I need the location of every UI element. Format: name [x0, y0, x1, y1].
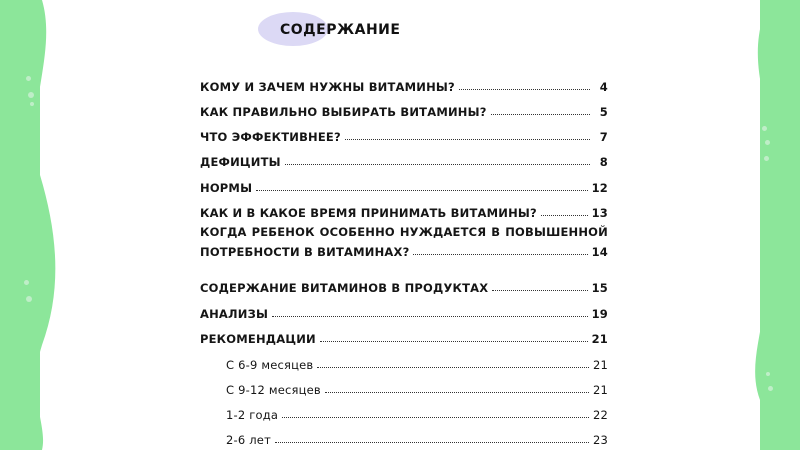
toc-entry-label: РЕКОМЕНДАЦИИ: [200, 332, 316, 346]
toc-page-number: 21: [592, 358, 608, 372]
leader-dots: [275, 441, 589, 443]
toc-subentry: [226, 427, 608, 447]
toc-entry-multiline: [200, 225, 608, 259]
toc-page-number: 4: [599, 80, 608, 94]
toc-entry-line1: [200, 225, 608, 239]
toc-page-number: 7: [599, 130, 608, 144]
toc-entry-label: КАК И В КАКОЕ ВРЕМЯ ПРИНИМАТЬ ВИТАМИНЫ?: [200, 206, 537, 220]
leader-dots: [413, 253, 587, 255]
toc-entry-label: ЧТО ЭФФЕКТИВНЕЕ?: [200, 130, 341, 144]
toc-entry: [200, 124, 608, 144]
toc-entry-label: КОМУ И ЗАЧЕМ НУЖНЫ ВИТАМИНЫ?: [200, 80, 455, 94]
leader-dots: [256, 189, 587, 191]
toc-subentry-label: С 6-9 месяцев: [226, 358, 314, 372]
decor-dot: [26, 76, 31, 81]
toc-page-number: 23: [592, 433, 608, 447]
decor-dot: [24, 280, 29, 285]
toc-page-number: 21: [592, 383, 608, 397]
toc-entry-label: СОДЕРЖАНИЕ ВИТАМИНОВ В ПРОДУКТАХ: [200, 281, 489, 295]
decor-dot: [762, 126, 767, 131]
toc-page-number: 12: [591, 181, 608, 195]
leader-dots: [285, 163, 590, 165]
toc-page-number: 22: [592, 408, 608, 422]
toc-entry-label: ДЕФИЦИТЫ: [200, 155, 281, 169]
leader-dots: [459, 88, 590, 90]
toc-page-number: 13: [591, 206, 608, 220]
toc-page-number: 19: [591, 307, 608, 321]
toc-subentry-label: С 9-12 месяцев: [226, 383, 321, 397]
toc-page-number: 15: [591, 281, 608, 295]
toc-word: РЕБЕНОК: [251, 225, 315, 239]
leader-dots: [320, 340, 588, 342]
toc-page-number: 5: [599, 105, 608, 119]
toc-entry: [200, 74, 608, 94]
toc-word: ПОВЫШЕННОЙ: [505, 225, 608, 239]
decor-dot: [766, 372, 770, 376]
decor-dot: [765, 140, 770, 145]
decor-dot: [764, 156, 769, 161]
right-wave-decoration: [730, 0, 800, 450]
leader-dots: [272, 315, 588, 317]
toc-word: В: [491, 225, 501, 239]
toc-entry: [200, 99, 608, 119]
toc-subentry: [226, 377, 608, 397]
decor-dot: [768, 386, 773, 391]
leader-dots: [345, 138, 590, 140]
toc-entry-label: НОРМЫ: [200, 181, 253, 195]
toc-entry: [200, 326, 608, 346]
toc-subentry: [226, 402, 608, 422]
page-title: СОДЕРЖАНИЕ: [280, 22, 401, 38]
toc-subentry-label: 1-2 года: [226, 408, 279, 422]
toc-subentry-label: 2-6 лет: [226, 433, 271, 447]
toc-subentry: [226, 352, 608, 372]
toc-entry: [200, 275, 608, 295]
toc-entry: [200, 149, 608, 169]
toc-entry-label: ПОТРЕБНОСТИ В ВИТАМИНАХ?: [200, 245, 410, 259]
leader-dots: [282, 416, 589, 418]
toc-word: НУЖДАЕТСЯ: [399, 225, 487, 239]
leader-dots: [491, 113, 590, 115]
left-wave-overlay: [0, 0, 70, 450]
leader-dots: [492, 289, 587, 291]
leader-dots: [317, 366, 589, 368]
leader-dots: [325, 391, 589, 393]
toc-entry-label: АНАЛИЗЫ: [200, 307, 269, 321]
leader-dots: [541, 214, 588, 216]
toc-page-number: 8: [599, 155, 608, 169]
toc-entry: [200, 200, 608, 220]
toc-page-number: 14: [591, 245, 608, 259]
toc-entry: [200, 175, 608, 195]
toc-word: КОГДА: [200, 225, 247, 239]
toc-entry-line2: [200, 245, 608, 259]
decor-dot: [30, 102, 34, 106]
toc-entry-label: КАК ПРАВИЛЬНО ВЫБИРАТЬ ВИТАМИНЫ?: [200, 105, 487, 119]
toc-word: ОСОБЕННО: [319, 225, 395, 239]
toc-entry: [200, 301, 608, 321]
decor-dot: [28, 92, 34, 98]
decor-dot: [26, 296, 32, 302]
toc-page-number: 21: [591, 332, 608, 346]
